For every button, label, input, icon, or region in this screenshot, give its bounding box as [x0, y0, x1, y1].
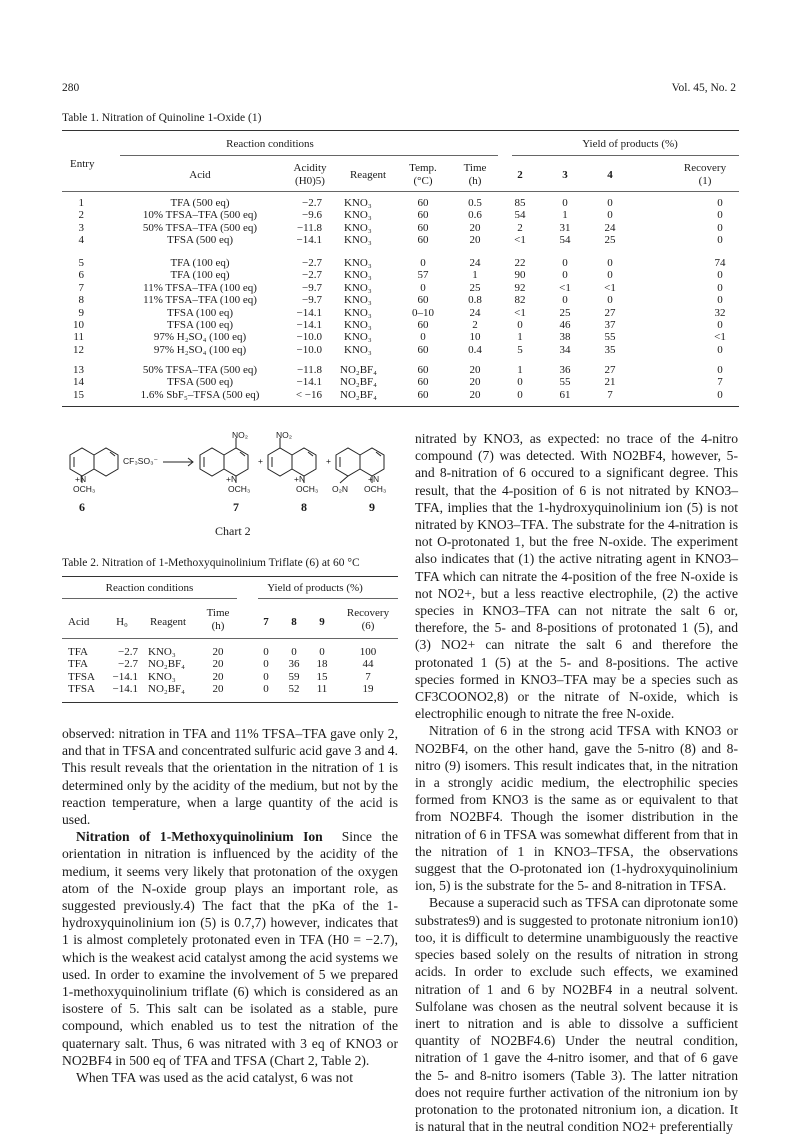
left-paragraph-2-text: Since the orientation in nitration is influenced by the acidity of the medium, it seems very likely that protonation of the oxygen atom of the N-oxide group plays an important role, as suggested previously.4) The fact that the pKa of the 1-hydroxyquinolinium ion (5) is 0.7,7) however, indicates that 1 is almost completely protonated even in TFA (H0 = −2.7), which is the weakest acid catalyst among the acid systems we used. In order to examine the involvement of 5 we prepared 1-methoxyquinolinium triflate (6) which is considered as an isostere of 5. This salt can be isolated as a stable, pure compound, which enabled us to test the nitration of the quaternary salt. Thus, 6 was nitrated with 3 eq of KNO3 or NO2BF4 in 500 eq of TFA and TFSA (Chart 2, Table 2). — [62, 829, 398, 1068]
t2-time: 20 20 20 20 — [212, 646, 224, 696]
section-heading: Nitration of 1-Methoxyquinolinium Ion — [76, 829, 323, 845]
och3-label-7: OCH₃ — [228, 484, 251, 494]
table1-col-time: Time (h) — [463, 162, 487, 187]
table2-bottom-rule — [62, 702, 398, 703]
compound-8-label: 8 — [301, 500, 307, 514]
t1b1-y4: 0 0 24 25 — [604, 197, 616, 247]
table1-col-2: 2 — [517, 169, 523, 181]
table2-group-yield: Yield of products (%) — [267, 582, 363, 594]
och3-label-6: OCH₃ — [73, 484, 96, 494]
t1b3-y3: 36 55 61 — [559, 364, 571, 401]
counterion-label: CF₃SO₃⁻ — [123, 456, 159, 466]
t1b1-entry: 1 2 3 4 — [78, 197, 84, 247]
t1b2-time: 24 1 25 0.8 24 2 10 0.4 — [468, 257, 482, 356]
chart2-caption: Chart 2 — [215, 524, 251, 538]
t1b3-reagent: NO₂BF₄ NO₂BF₄ NO₂BF₄ — [340, 364, 378, 401]
table2-col-h0: H₀ — [116, 616, 128, 628]
t1b1-acidity: −2.7 −9.6 −11.8 −14.1 — [296, 197, 322, 247]
t1b3-rec: 0 7 0 — [717, 364, 723, 401]
table1-caption: Table 1. Nitration of Quinoline 1-Oxide (1) — [62, 112, 262, 124]
compound-6-label: 6 — [79, 500, 85, 514]
table1-col-3: 3 — [562, 169, 568, 181]
left-paragraph-3: When TFA was used as the acid catalyst, 6 was not — [76, 1070, 353, 1086]
table2-col-9: 9 — [319, 616, 325, 628]
page-number: 280 — [62, 82, 80, 94]
no2-label-8: NO₂ — [276, 430, 293, 440]
table1-col-acidity: Acidity (H0)5) — [293, 162, 327, 187]
t1b3-temp: 60 60 60 — [417, 364, 429, 401]
n-plus-label-8: +N — [294, 474, 306, 484]
t2-reagent: KNO₃ NO₂BF₄ KNO₃ NO₂BF₄ — [148, 646, 186, 696]
table2-col-reagent: Reagent — [149, 616, 187, 628]
och3-label-9: OCH₃ — [364, 484, 387, 494]
journal-volume: Vol. 45, No. 2 — [671, 82, 736, 94]
table2-header-rule — [62, 638, 398, 639]
n-plus-label-9: +N — [368, 474, 380, 484]
table2-col-8: 8 — [291, 616, 297, 628]
table2-col-recovery: Recovery (6) — [346, 607, 390, 632]
t1b1-time: 0.5 0.6 20 20 — [468, 197, 482, 247]
no2-label-7: NO₂ — [232, 430, 249, 440]
table2-yield-rule — [258, 598, 398, 599]
left-column-text — [62, 725, 398, 1086]
table2-reaction-rule — [62, 598, 237, 599]
t1b3-time: 20 20 20 — [469, 364, 481, 401]
table2-col-7: 7 — [263, 616, 269, 628]
t1b2-temp: 0 57 0 60 0–10 60 0 60 — [412, 257, 434, 356]
right-paragraph-1: nitrated by KNO3, as expected: no trace of the 4-nitro compound (7) was detected. With NO2BF4, however, 5- and 8-nitration of 6 occured to a significant degree. This result, that the 4-position of 6 is not nitrated by KNO3–TFA, implies that the 1-hydroxyquinolinium ion (5) is not nitrated by KNO3–TFA. The substrate for the 4-nitration is not O-protonated 1, but the free N-oxide. The experiment also indicates that (1) the active nitrating agent in KNO3–TFA which can nitrate the 4-position of the free N-oxide is not NO2+, but a less reactive electrophile, (2) the active species in KNO3–TFA can not nitrate the salt 6 or, therefore, the 5- and 8-positions of protonated 1 (5), and (3) NO2+ can nitrate the salt 6 and therefore the protonated 1 (5) at the 5- and 8-positions. The active species formed in KNO3–TFA may be a species such as CF3COONO2,8) or the nitrate of N-oxide, which is electrophilic enough to nitrate the free N-oxide. — [415, 431, 738, 722]
compound-7-label: 7 — [233, 500, 239, 514]
chart2-structures — [58, 425, 398, 515]
table1-reaction-rule — [120, 155, 498, 156]
table1-group-yield: Yield of products (%) — [582, 138, 678, 150]
right-paragraph-3: Because a superacid such as TFSA can diprotonate some substrates9) and is suggested to protonate nitronium ion10) too, it is difficult to determine unambiguously the reactive species based solely on the results of nitration in strong acids. In order to exclude such effects, we examined nitration of 1 and 6 by NO2BF4 in a neutral solvent. Sulfolane was chosen as the neutral solvent because it is inert to nitration and is able to dissolve a sufficient quantity of NO2BF4.6) Under the neutral condition, nitration of 1 gave the 4-nitro isomer, and that of 6 gave the 5- and 8-nitro isomers (Table 3). The latter nitration does not require further activation of the nitronium ion by protonation to the protonated nitronium ion, a dication. It is natural that in the neutral condition NO2+ preferentially — [415, 895, 738, 1135]
t1b1-temp: 60 60 60 60 — [417, 197, 429, 247]
n-plus-label-6: +N — [75, 474, 87, 484]
n-plus-label-7: +N — [226, 474, 238, 484]
t2-y9: 0 18 15 11 — [316, 646, 328, 696]
t1b3-entry: 13 14 15 — [73, 364, 84, 401]
t1b2-y2: 22 90 92 82 <1 0 1 5 — [514, 257, 526, 356]
compound-9-label: 9 — [369, 500, 375, 514]
t1b2-entry: 5 6 7 8 9 10 11 12 — [73, 257, 84, 356]
t2-rec: 100 44 7 19 — [359, 646, 377, 696]
t1b2-acid: TFA (100 eq) TFA (100 eq) 11% TFSA–TFA (100 eq) 11% TFSA–TFA (100 eq) TFSA (100 eq) TFSA (100 eq) 97% H₂SO₄ (100 eq) 97% H₂SO₄ (100 eq) — [143, 257, 257, 356]
table1-top-rule — [62, 130, 739, 131]
table1-yield-rule — [512, 155, 739, 156]
t1b1-acid: TFA (500 eq) 10% TFSA–TFA (500 eq) 50% TFSA–TFA (500 eq) TFSA (500 eq) — [142, 197, 258, 247]
t1b3-y2: 1 0 0 — [517, 364, 523, 401]
t1b2-y4: 0 0 <1 0 27 37 55 35 — [604, 257, 616, 356]
t2-h0: −2.7 −2.7 −14.1 −14.1 — [112, 646, 138, 696]
table1-header-rule — [62, 191, 739, 192]
table1-col-4: 4 — [607, 169, 613, 181]
t1b3-acidity: −11.8 −14.1 < −16 — [295, 364, 322, 401]
t1b2-y3: 0 0 <1 0 25 46 38 34 — [559, 257, 571, 356]
table1-col-recovery: Recovery (1) — [683, 162, 727, 187]
table1-bottom-rule — [62, 406, 739, 407]
table2-caption: Table 2. Nitration of 1-Methoxyquinolinium Triflate (6) at 60 °C — [62, 557, 360, 569]
t1b2-reagent: KNO₃ KNO₃ KNO₃ KNO₃ KNO₃ KNO₃ KNO₃ KNO₃ — [344, 257, 372, 356]
left-paragraph-2 — [62, 828, 398, 1069]
table1-col-reagent: Reagent — [349, 169, 387, 181]
t1b1-y2: 85 54 2 <1 — [514, 197, 526, 247]
table2-col-time: Time (h) — [206, 607, 230, 632]
right-column-text — [415, 430, 738, 1135]
t1b1-y3: 0 1 31 54 — [559, 197, 571, 247]
t1b3-y4: 27 21 7 — [604, 364, 616, 401]
t1b1-rec: 0 0 0 0 — [717, 197, 723, 247]
table1-col-entry: Entry — [70, 158, 95, 170]
t2-acid: TFA TFA TFSA TFSA — [68, 646, 95, 696]
t2-y8: 0 36 59 52 — [288, 646, 300, 696]
t1b1-reagent: KNO₃ KNO₃ KNO₃ KNO₃ — [344, 197, 372, 247]
left-paragraph-1: observed: nitration in TFA and 11% TFSA–TFA gave only 2, and that in TFSA and concentrated sulfuric acid gave 3 and 4. This result reveals that the orientation in the nitration of 1 is determined only by the acidity of the medium, but not by the reaction temperature, when a large quantity of the acid is used. — [62, 726, 398, 828]
o2n-label-9: O₂N — [332, 484, 349, 494]
t1b2-rec: 74 0 0 0 32 0 <1 0 — [714, 257, 726, 356]
t1b3-acid: 50% TFSA–TFA (500 eq) TFSA (500 eq) 1.6% SbF₅–TFSA (500 eq) — [140, 364, 260, 401]
table1-col-acid: Acid — [189, 169, 211, 181]
table2-col-acid: Acid — [68, 616, 90, 628]
och3-label-8: OCH₃ — [296, 484, 319, 494]
table2-top-rule — [62, 576, 398, 577]
plus-sign-1: + — [258, 456, 263, 466]
table1-group-reaction: Reaction conditions — [226, 138, 314, 150]
table2-group-reaction: Reaction conditions — [105, 582, 194, 594]
table1-col-temp: Temp. (°C) — [409, 162, 437, 187]
plus-sign-2: + — [326, 456, 331, 466]
right-paragraph-2: Nitration of 6 in the strong acid TFSA with KNO3 or NO2BF4, on the other hand, gave the 5-nitro (8) and 8-nitro (9) isomers. This result indicates that, in the nitration in a strongly acidic medium, the electrophilic species formed from KNO3 is the same as or equivalent to that from NO2BF4. Though the isomer distribution in the nitration of 6 in TFSA was somewhat different from that in the nitration of 1 in KNO3–TFSA, the observations suggest that the O-protonated ion (1-hydroxyquinolinium ion, 5) is the substrate for the 5- and 8-nitration in TFSA. — [415, 723, 738, 894]
t1b2-acidity: −2.7 −2.7 −9.7 −9.7 −14.1 −14.1 −10.0 −10.0 — [296, 257, 322, 356]
t2-y7: 0 0 0 0 — [263, 646, 269, 696]
